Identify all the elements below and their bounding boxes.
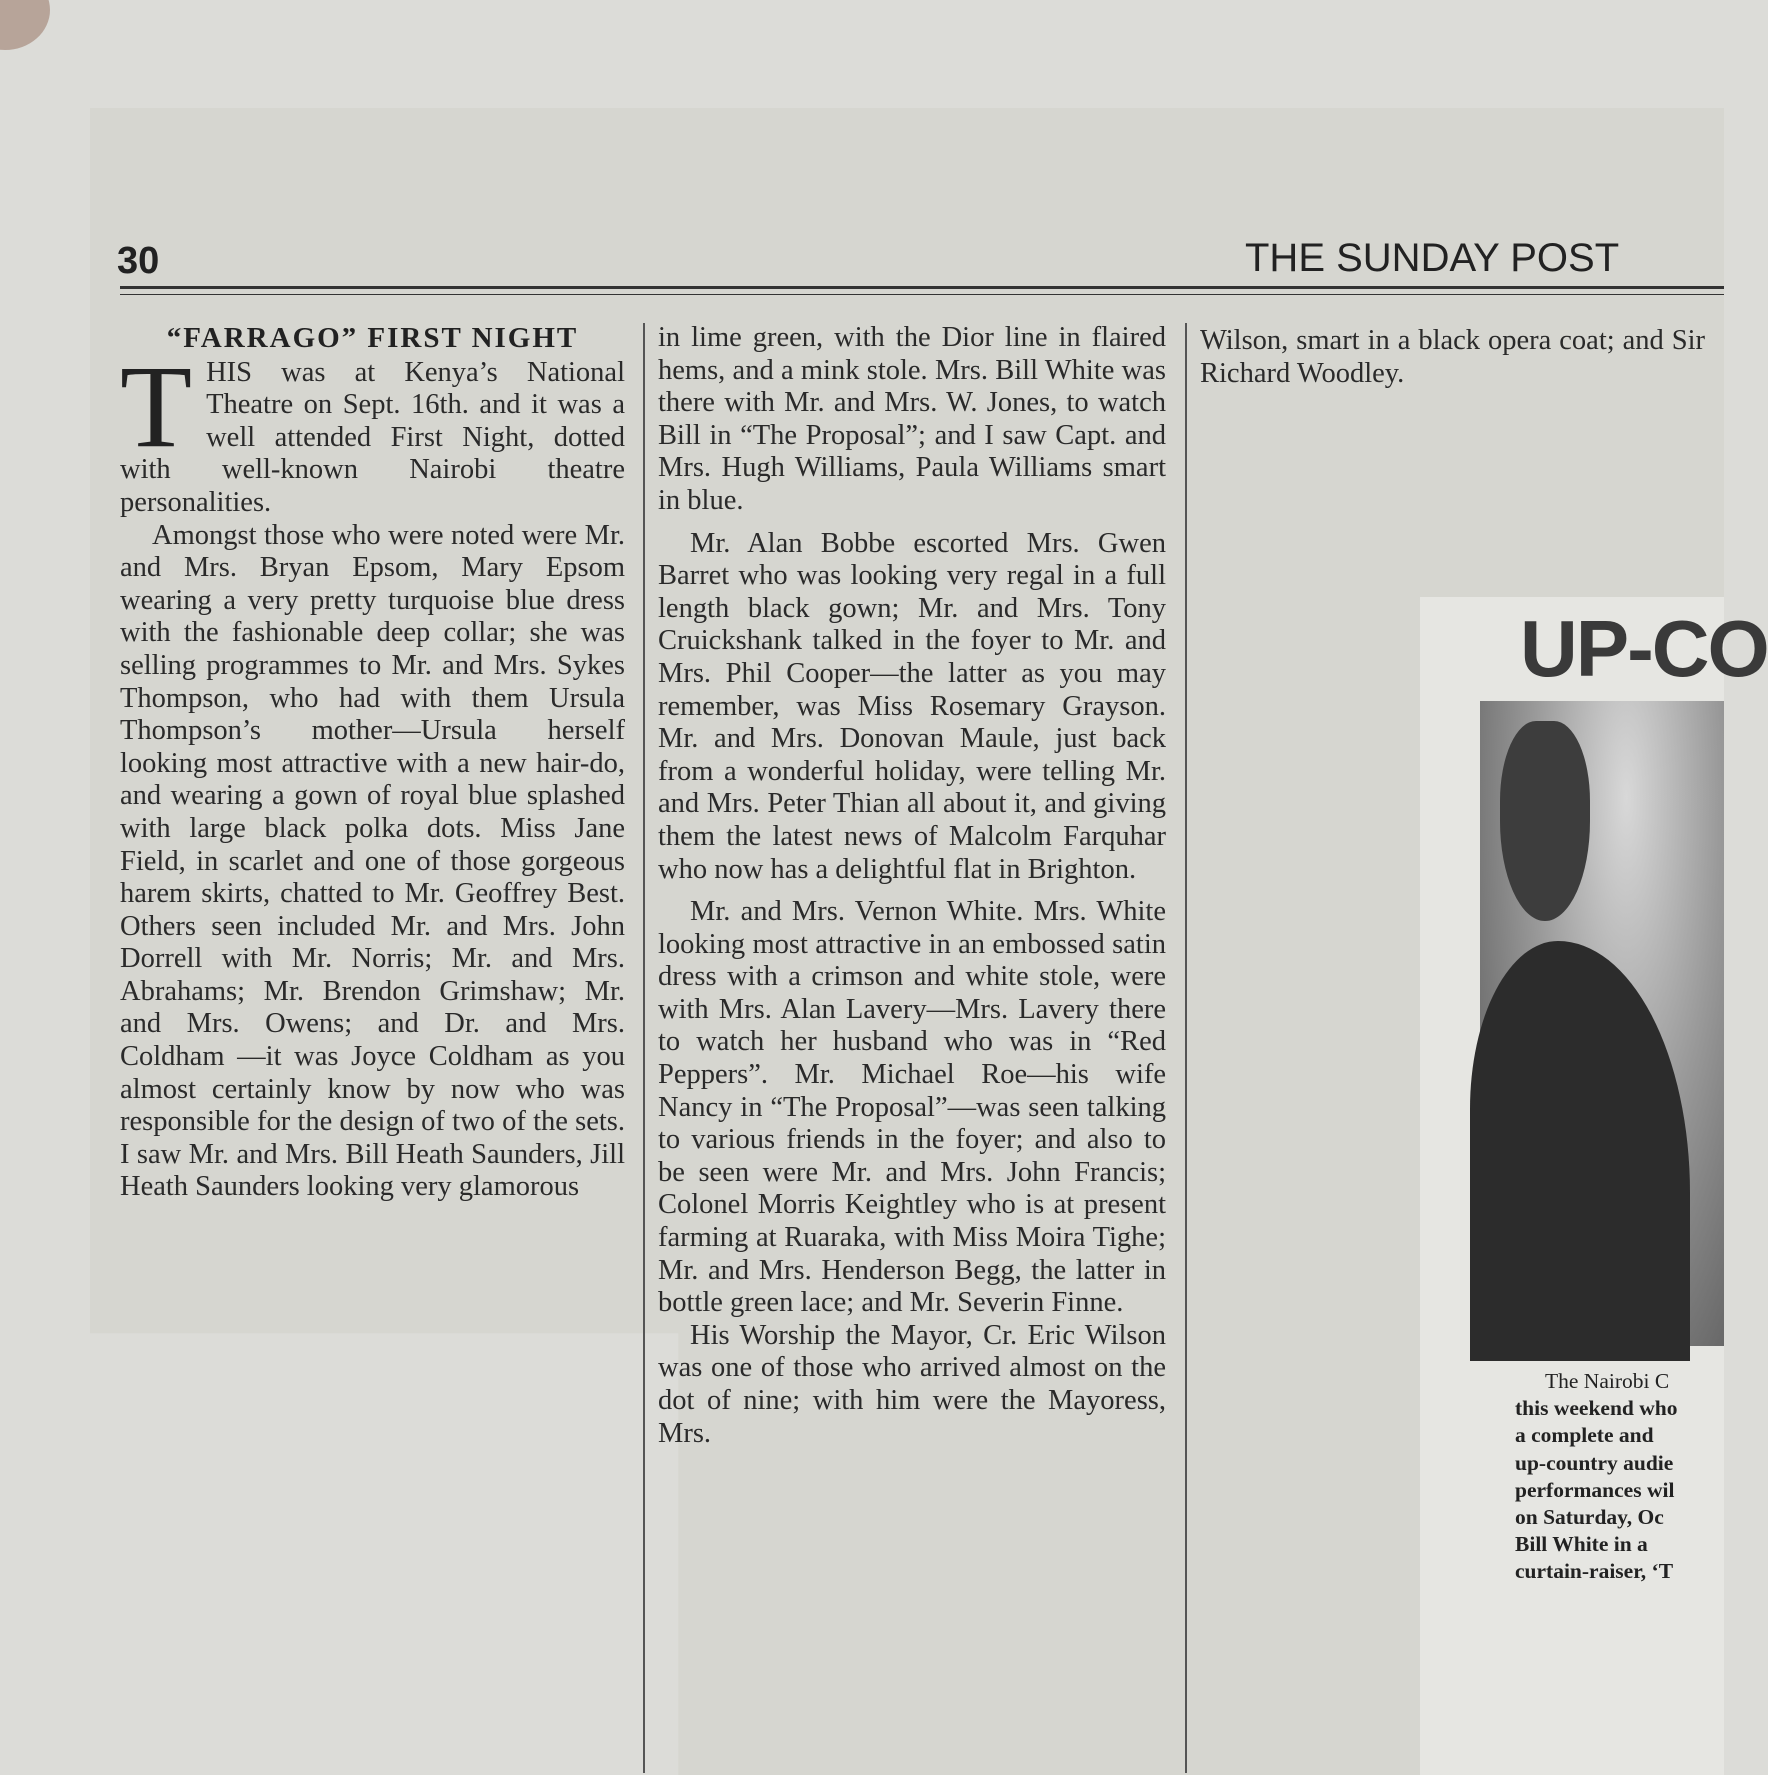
caption-line: The Nairobi C bbox=[1545, 1369, 1670, 1393]
drop-cap: T bbox=[120, 340, 193, 472]
newspaper-title: THE SUNDAY POST bbox=[1245, 236, 1620, 280]
article-column-1 bbox=[120, 322, 625, 1204]
caption-line: performances wil bbox=[1515, 1477, 1675, 1502]
article-paragraph: Mr. and Mrs. Vernon White. Mrs. White looking most attractive in an embossed satin dress with a crimson and white stole, were with Mrs. Alan Lavery—Mrs. Lavery there to watch her husband who was in “Red Peppers”. Mr. Michael Roe—his wife Nancy in “The Proposal”—was seen talking to various friends in the foyer; and also to be seen were Mr. and Mrs. John Francis; Colonel Morris Keightley who is at present farming at Ruaraka, with Miss Moira Tighe; Mr. and Mrs. Henderson Begg, the latter in bottle green lace; and Mr. Severin Finne. bbox=[658, 896, 1166, 1319]
thumb-shadow bbox=[0, 0, 50, 50]
caption-line: a complete and bbox=[1515, 1423, 1654, 1448]
article-paragraph: Mr. Alan Bobbe escorted Mrs. Gwen Barret who was looking very regal in a full length black gown; Mr. and Mrs. Tony Cruickshank talked in the foyer to Mr. and Mrs. Phil Cooper—the latter as you may remember, was Miss Rosemary Grayson. Mr. and Mrs. Donovan Maule, just back from a wonderful holiday, were telling Mr. and Mrs. Peter Thian all about it, and giving them the latest news of Malcolm Farquhar who now has a delightful flat in Brighton. bbox=[658, 527, 1166, 885]
column-divider bbox=[1185, 323, 1187, 1773]
photo-suit bbox=[1470, 941, 1690, 1361]
article-column-3 bbox=[1200, 325, 1705, 390]
caption-line: this weekend who bbox=[1515, 1396, 1678, 1421]
caption-line: up-country audie bbox=[1515, 1450, 1674, 1475]
portrait-photo bbox=[1480, 701, 1724, 1346]
article-paragraph: Wilson, smart in a black opera coat; and Sir Richard Woodley. bbox=[1200, 325, 1705, 389]
article-paragraph bbox=[120, 340, 625, 520]
photo-face bbox=[1500, 721, 1590, 921]
article-column-2 bbox=[658, 322, 1166, 1450]
caption-line: Bill White in a bbox=[1515, 1532, 1648, 1557]
caption-line: curtain-raiser, ‘T bbox=[1515, 1559, 1674, 1584]
ad-headline: UP-CO bbox=[1520, 604, 1768, 693]
page-number: 30 bbox=[117, 240, 160, 282]
caption-line: on Saturday, Oc bbox=[1515, 1505, 1664, 1530]
masthead-rule bbox=[120, 286, 1724, 295]
article-paragraph: in lime green, with the Dior line in flaired hems, and a mink stole. Mrs. Bill White was there with Mr. and Mrs. W. Jones, to watch Bill in “The Proposal”; and I saw Capt. and Mrs. Hugh Williams, Paula Williams smart in blue. bbox=[658, 322, 1166, 516]
article-paragraph: Amongst those who were noted were Mr. and Mrs. Bryan Epsom, Mary Epsom wearing a very pretty turquoise blue dress with the fashionable deep collar; she was selling programmes to Mr. and Mrs. Sykes Thompson, who had with them Ursula Thompson’s mother—Ursula herself looking most attractive with a new hair-do, and wearing a gown of royal blue splashed with large black polka dots. Miss Jane Field, in scarlet and one of those gorgeous harem skirts, chatted to Mr. Geoffrey Best. Others seen included Mr. and Mrs. John Dorrell with Mr. Norris; Mr. and Mrs. Abrahams; Mr. Brendon Grimshaw; Mr. and Mrs. Owens; and Dr. and Mrs. Coldham —it was Joyce Coldham as you almost certainly know by now who was responsible for the design of two of the sets. I saw Mr. and Mrs. Bill Heath Saunders, Jill Heath Saunders looking very glamorous bbox=[120, 519, 625, 1203]
column-divider bbox=[643, 323, 645, 1773]
paragraph-text: HIS was at Kenya’s National Theatre on Sept. 16th. and it was a well attended First Night, dotted with well-known Nairobi theatre personalities. bbox=[120, 356, 625, 518]
article-paragraph: His Worship the Mayor, Cr. Eric Wilson was one of those who arrived almost on the dot of nine; with him were the Mayoress, Mrs. bbox=[658, 1319, 1166, 1449]
photo-caption bbox=[1515, 1368, 1724, 1586]
article-headline: “FARRAGO” FIRST NIGHT bbox=[166, 322, 579, 354]
